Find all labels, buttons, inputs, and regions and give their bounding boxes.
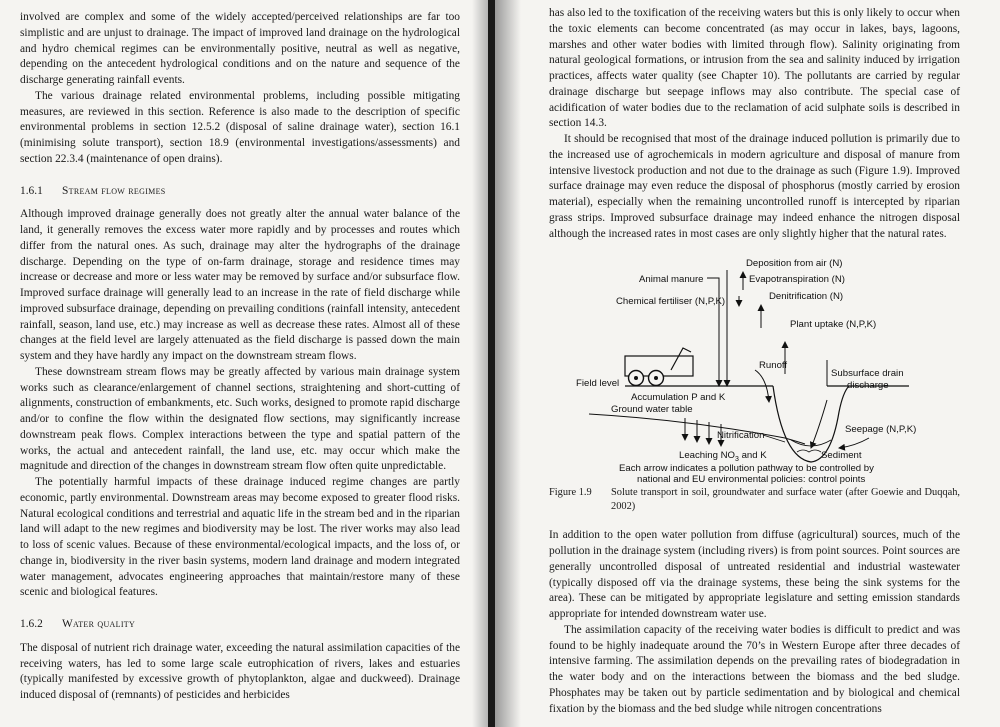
- figure-note-line-1: Each arrow indicates a pollution pathway to be controlled by: [619, 463, 874, 475]
- arrow-drain-discharge: [811, 400, 827, 448]
- left-page: [0, 0, 488, 727]
- figure-solute-transport: [549, 252, 960, 484]
- paragraph-stream-3: The potentially harmful impacts of these drainage induced regime changes are partly economic, partly environmental. Downstream areas may become exposed to greater flood risks. Natural ecological conditions and terrestrial and aquatic life in the stream bed and in the riparian land will adapt to the new regimes and biodiversity may be lost. The river works may also lead to loss of scenic values. Because of these environmental/ecological impacts, and the loss of, or change in, biodiversity in the river basin systems, modern land drainage and modern integrated water management, advocates engineering approaches that maintain/restore many of these scenic and biological features.: [20, 476, 460, 599]
- section-heading-stream-flow: [20, 184, 460, 200]
- label-chemical-fertiliser: Chemical fertiliser (N,P,K): [616, 296, 726, 308]
- paragraph-stream-2: These downstream stream flows may be greatly affected by various main drainage system works such as clearance/enlargement of channel sections, straightening and short-cutting of alignments, construction of embankments, etc. Such works, designed to promote rapid discharge and/or to confine the flow within the designated flow sections, may significantly increase downstream peak flows. Complex interactions between the type and spatial pattern of the works, the actual and antecedent rainfall, the land use, etc. may occur which make the magnitude and direction of the changes in downstream stream flow often quite unpredictable.: [20, 365, 460, 473]
- figure-caption: [549, 486, 960, 514]
- right-page: [495, 0, 1000, 727]
- label-drain-discharge: discharge: [847, 380, 889, 392]
- paragraph-quality-1: The disposal of nutrient rich drainage water, exceeding the natural assimilation capacities of the receiving waters, has led to some large scale eutrophication of rivers, lakes and estuaries (typically manifested by excessive growth of phytoplankton, algae and duckweed). Drainage induced disposal of (remnants) of pesticides and herbicides: [20, 641, 460, 701]
- figure-caption-text: Solute transport in soil, groundwater and surface water (after Goewie and Duqqah, 2002): [611, 487, 960, 513]
- sediment-mark: [797, 450, 821, 452]
- figure-caption-label: Figure 1.9: [549, 487, 592, 499]
- solute-transport-diagram: [549, 252, 960, 484]
- paragraph-point-sources: In addition to the open water pollution from diffuse (agricultural) sources, much of the pollution in the drainage system (including rivers) is from point sources. Point sources are generally uncontrolled disposal of untreated residential and industrial wastewater (typically disposed off via the drainage systems, these being the sink systems for the area). These can be mitigated by appropriate legislature and setting emission standards appropriate for intended downstream water use.: [549, 529, 960, 620]
- ditch-water: [791, 440, 831, 446]
- paragraph-review: The various drainage related environmental problems, including possible mitigating measures, are reviewed in this section. Reference is also made to the description of specific environmental problems in section 12.5.2 (disposal of saline drainage water), section 16.1 (minimising solute transport), section 18.9 (environmental investigations/assessments) and section 22.3.4 (maintenance of open drains).: [20, 89, 460, 165]
- label-deposition: Deposition from air (N): [746, 258, 843, 270]
- label-subsurface-drain: Subsurface drain: [831, 368, 904, 380]
- label-animal-manure: Animal manure: [639, 274, 704, 286]
- section-number: 1.6.2: [20, 618, 43, 630]
- section-title: Stream flow regimes: [62, 184, 166, 197]
- label-accumulation: Accumulation P and K: [631, 392, 726, 404]
- paragraph-toxification: has also led to the toxification of the receiving waters but this is only likely to occur when the toxic elements can become concentrated (as may occur in lakes, bays, lagoons, marshes and other water bodies with limited through flow). Salinity originating from natural geological formations, or intrusion from the sea and salinity induced by irrigation practices, affects water quality (see Chapter 10). The pollutants are carried by regular drainage discharge but seepage inflows may also contribute. The special case of acidification of water bodies due to the reclamation of acid sulphate soils is described in section 14.3.: [549, 7, 960, 130]
- label-sediment: Sediment: [821, 450, 862, 462]
- section-number: 1.6.1: [20, 184, 43, 197]
- farm-cart-icon: [625, 348, 693, 386]
- label-leaching: Leaching $NO_3$ and K: [679, 450, 767, 464]
- paragraph-intro: involved are complex and some of the widely accepted/perceived relationships are far too simplistic and are unjust to drainage. The impact of improved land drainage on the hydrological and hydro chemical regimes can be environmentally positive, neutral as well as negative, depending on the antecedent hydrological conditions and on the nature and sequence of the discharge generating rainfall events.: [20, 11, 460, 86]
- paragraph-agrochemicals: It should be recognised that most of the drainage induced pollution is primarily due to the increased use of agrochemicals in modern agriculture and disposal of manure from intensive livestock production and not due to the drainage as such (Figure 1.9). Improved surface drainage may even reduce the disposal of phosphorus (mostly carried by erosion material), especially when the remaining uncontrolled runoff is intercepted by riparian grass strips. Improved subsurface drainage may indeed enhance the nitrogen disposal although the increased rates in most cases are only slightly higher that the natural rates.: [549, 133, 960, 240]
- label-nitrification: Nitrification: [717, 430, 765, 442]
- section-title: Water quality: [62, 618, 136, 630]
- paragraph-assimilation: The assimilation capacity of the receiving water bodies is difficult to predict and was found to be highly inadequate around the 70’s in Western Europe after three decades of intensive farming. The assimilation depends on the prevailing rates of biodegradation in the water body and on the interactions between the biomass and the bed sludge. Phosphates may be taken out by particle sedimentation and by biological and chemical fixation by the biomass and the bed sludge while nitrogen concentrations: [549, 623, 960, 715]
- label-evapotranspiration: Evapotranspiration (N): [749, 274, 845, 286]
- figure-note-line-2: national and EU environmental policies: control points: [637, 474, 866, 485]
- section-heading-water-quality: [20, 617, 460, 633]
- arrow-animal-manure: [707, 278, 719, 386]
- paragraph-stream-1: Although improved drainage generally does not greatly alter the annual water balance of the land, it generally removes the excess water more rapidly and by processes and routes which differ from the natural ones. As such, drainage may alter the hydrographs of the drainage discharge. Depending on the type of on-farm drainage, storage and residence times may increase or decrease and more or less water may be removed by surface and/or subsurface flow. Improved surface drainage will generally lead to an increase in the rate of field discharge while improved subsurface drainage, depending on prevailing conditions (rainfall intensity, antecedent rainfall, season, land use, etc.) may increase as well as decrease these rates. Almost all of these changes at the field level are largely attenuated as the field discharge is passed down the main system and they have hardly any impact on the downstream stream flows.: [20, 208, 460, 362]
- label-seepage: Seepage (N,P,K): [845, 424, 917, 436]
- label-denitrification: Denitrification (N): [769, 291, 844, 303]
- arrow-seepage: [839, 438, 869, 448]
- label-runoff: Runoff: [759, 360, 788, 372]
- label-ground-water-table: Ground water table: [611, 404, 693, 416]
- label-field-level: Field level: [576, 378, 620, 390]
- label-plant-uptake: Plant uptake (N,P,K): [790, 319, 877, 331]
